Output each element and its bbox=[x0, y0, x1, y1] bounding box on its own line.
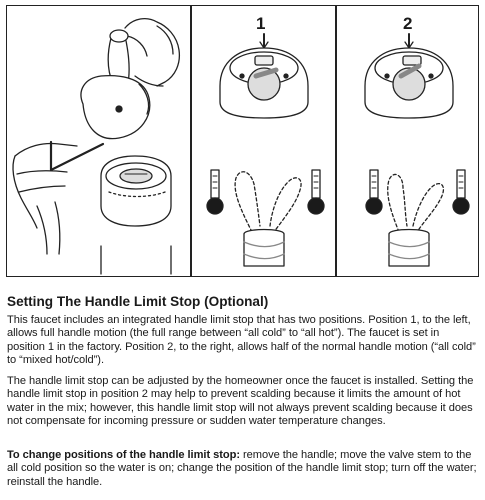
faucet-base bbox=[389, 230, 429, 267]
handle-swing-cold bbox=[388, 174, 407, 232]
paragraph-positions bbox=[7, 314, 479, 367]
cold-thermometer bbox=[211, 170, 219, 198]
faucet-base bbox=[244, 230, 284, 267]
paragraph-1-text: This faucet includes an integrated handle limit stop that has two positions. Position 1, to the left, allows full handle motion (the full range between “all cold” to “all hot”). The faucet is set in position 1 in the factory. Position 2, to the right, allows half of the normal handle motion (“all cold” to “mixed hot/cold”). bbox=[7, 314, 476, 366]
right-hand-outline bbox=[125, 19, 179, 86]
instructions-body: remove the handle; move the valve stem to the all cold position so the water is on; change the position of the handle limit stop; turn off the water; reinstall the handle. bbox=[7, 449, 477, 488]
handle-removal-illustration bbox=[6, 5, 191, 277]
handle-swing-hot bbox=[270, 178, 301, 232]
position-1-label: 1 bbox=[256, 14, 266, 33]
paragraph-3-text bbox=[7, 449, 479, 489]
hot-thermometer bbox=[312, 170, 320, 198]
section-title-block bbox=[7, 294, 479, 310]
section-title: Setting The Handle Limit Stop (Optional) bbox=[7, 294, 269, 309]
position-2-drawing bbox=[337, 6, 477, 275]
paragraph-instructions bbox=[7, 449, 479, 489]
handle-swing-mixed bbox=[413, 184, 443, 232]
handle-removal-drawing bbox=[7, 6, 189, 275]
instructions-lead: To change positions of the handle limit stop: bbox=[7, 449, 240, 461]
position-2-label: 2 bbox=[403, 14, 413, 33]
limit-stop-notch-1 bbox=[255, 56, 273, 65]
hot-thermometer bbox=[457, 170, 465, 198]
cold-thermometer bbox=[370, 170, 378, 198]
left-hand-outline bbox=[15, 144, 77, 157]
position-1-drawing bbox=[192, 6, 334, 275]
handle-swing-cold bbox=[235, 172, 260, 232]
position-2-illustration bbox=[336, 5, 479, 277]
paragraph-adjustment bbox=[7, 375, 479, 428]
paragraph-2-text: The handle limit stop can be adjusted by the homeowner once the faucet is installed. Setting the handle limit stop in position 2 may help to prevent scalding because it limits the amount of hot water in the mix; however, this handle limit stop will not always prevent scalding because it does not compensate for incoming pressure or sudden water temperature changes. bbox=[7, 375, 474, 427]
position-1-illustration bbox=[191, 5, 336, 277]
